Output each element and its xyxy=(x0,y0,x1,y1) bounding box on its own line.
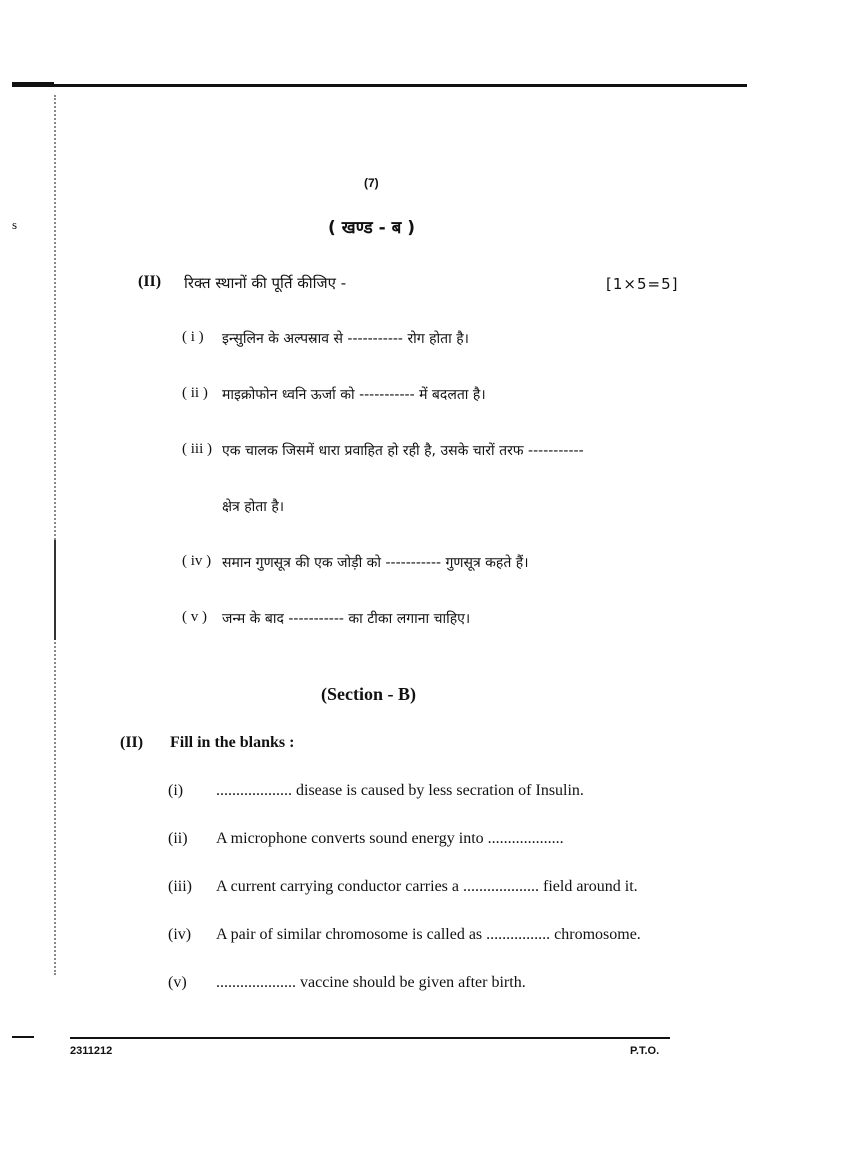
english-item-text: A current carrying conductor carries a ................... field around it. xyxy=(216,878,638,895)
hindi-item-text: एक चालक जिसमें धारा प्रवाहित हो रही है, उसके चारों तरफ ----------- xyxy=(222,443,584,459)
marks-allocation: [1×5=5] xyxy=(606,275,679,293)
english-question-number: (II) xyxy=(120,734,144,751)
hindi-item-text: जन्म के बाद ----------- का टीका लगाना चाहिए। xyxy=(222,611,471,627)
hindi-item-text: समान गुणसूत्र की एक जोड़ी को ----------- गुणसूत्र कहते हैं। xyxy=(222,555,529,571)
page-number: (7) xyxy=(364,176,379,190)
margin-line-solid xyxy=(54,540,56,640)
english-question-text: Fill in the blanks : xyxy=(170,734,295,751)
english-item-number: (iii) xyxy=(168,878,192,895)
english-item-number: (ii) xyxy=(168,830,188,847)
hindi-item-number: ( iii ) xyxy=(182,441,212,457)
english-item-text: A pair of similar chromosome is called as ................ chromosome. xyxy=(216,926,641,943)
hindi-item-number: ( iv ) xyxy=(182,553,212,569)
header-rule xyxy=(12,84,747,87)
hindi-question-text: रिक्त स्थानों की पूर्ति कीजिए - xyxy=(184,274,347,292)
english-item-text: ................... disease is caused by less secration of Insulin. xyxy=(216,782,584,799)
paper-code: 2311212 xyxy=(70,1045,113,1057)
please-turn-over: P.T.O. xyxy=(630,1045,660,1057)
hindi-section-title: ( खण्ड - ब ) xyxy=(328,218,416,238)
footer-rule-accent xyxy=(12,1036,34,1038)
english-item-number: (iv) xyxy=(168,926,192,943)
hindi-item-text: इन्सुलिन के अल्पस्राव से ----------- रोग होता है। xyxy=(222,331,469,347)
hindi-question-number: (II) xyxy=(138,273,162,290)
hindi-item-number: ( i ) xyxy=(182,329,204,345)
english-item-number: (v) xyxy=(168,974,187,991)
hindi-item-continuation: क्षेत्र होता है। xyxy=(222,499,285,515)
hindi-item-number: ( v ) xyxy=(182,609,207,625)
margin-line xyxy=(54,95,56,975)
footer-rule xyxy=(70,1037,670,1039)
english-section-title: (Section - B) xyxy=(321,684,416,704)
hindi-item-text: माइक्रोफोन ध्वनि ऊर्जा को ----------- में बदलता है। xyxy=(222,387,486,403)
english-item-text: A microphone converts sound energy into ................... xyxy=(216,830,564,847)
english-item-text: .................... vaccine should be given after birth. xyxy=(216,974,526,991)
english-item-number: (i) xyxy=(168,782,184,799)
margin-letter: s xyxy=(12,217,18,232)
hindi-item-number: ( ii ) xyxy=(182,385,208,401)
